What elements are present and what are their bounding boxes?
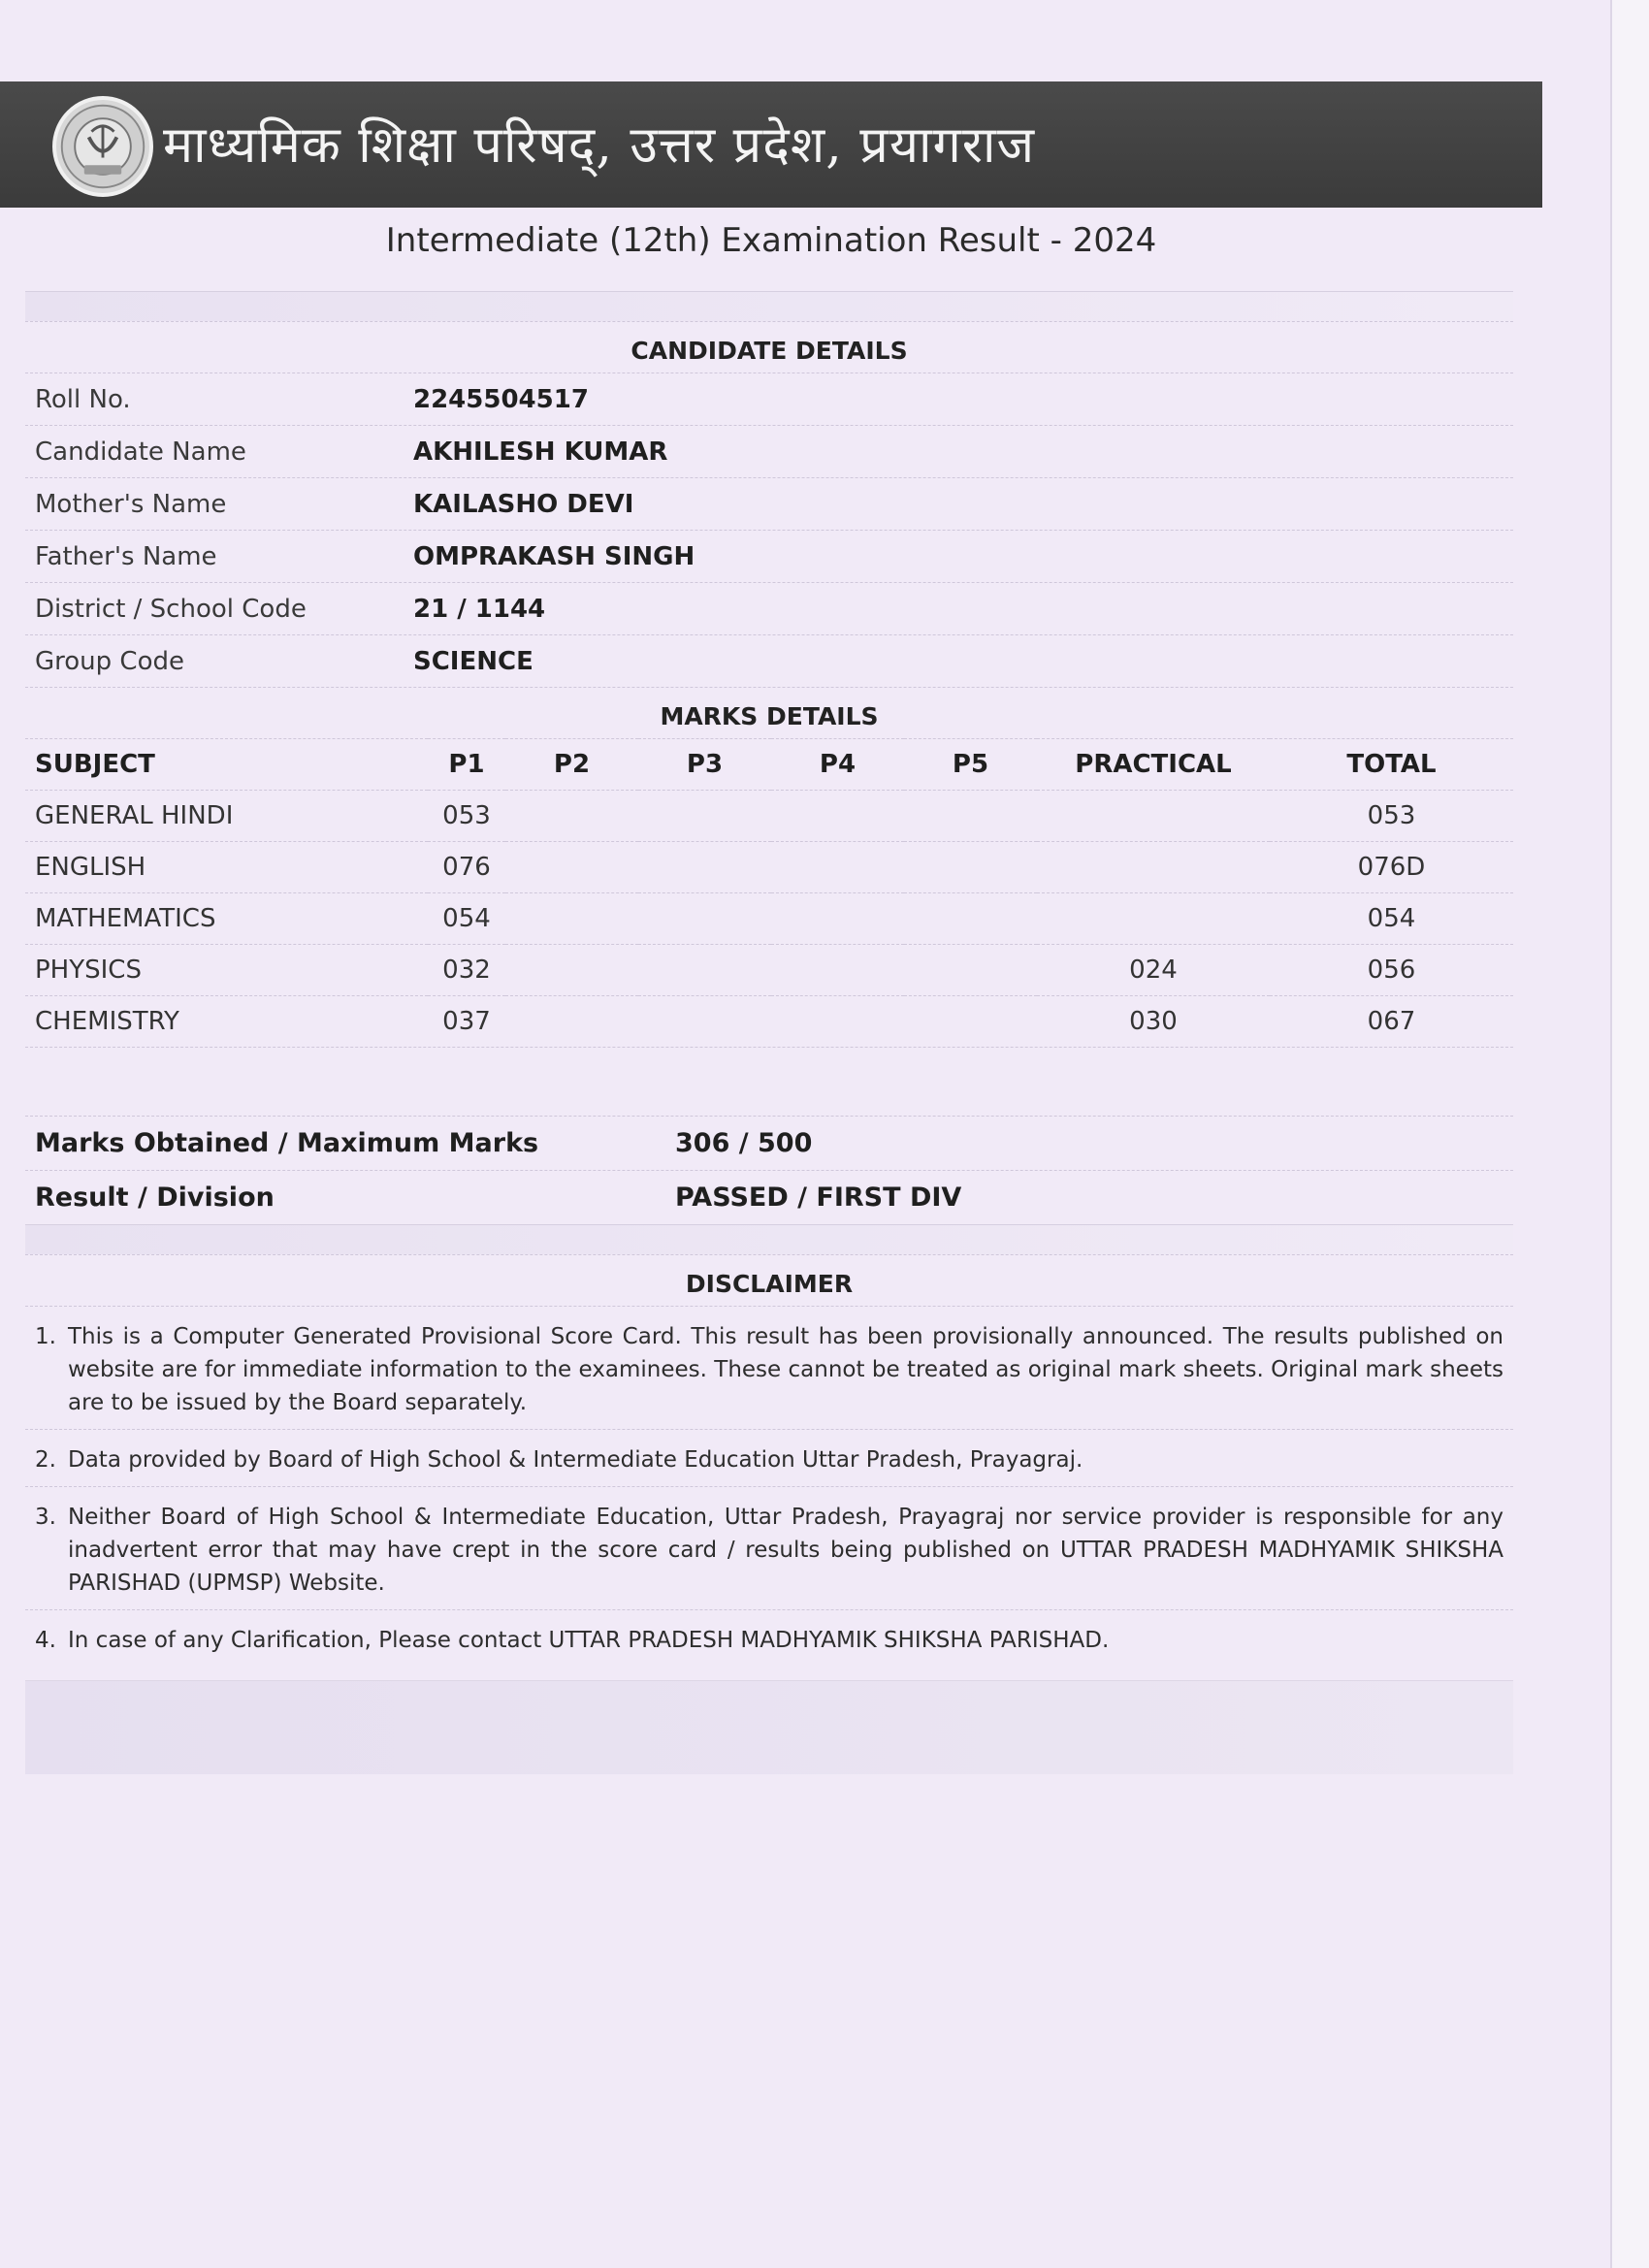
marks-section-title: MARKS DETAILS xyxy=(25,687,1513,738)
p4-cell xyxy=(771,791,904,842)
detail-value: KAILASHO DEVI xyxy=(413,489,634,519)
detail-value: AKHILESH KUMAR xyxy=(413,437,668,467)
item-number: 4. xyxy=(35,1628,56,1653)
marks-header-row xyxy=(25,739,1513,791)
exam-title: Intermediate (12th) Examination Result - 2024 xyxy=(385,221,1157,260)
p4-cell xyxy=(771,945,904,996)
p5-cell xyxy=(904,945,1037,996)
detail-value: 2245504517 xyxy=(413,384,589,414)
result-summary-row xyxy=(25,1170,1513,1224)
detail-label: Father's Name xyxy=(35,541,217,571)
subject-cell: PHYSICS xyxy=(25,945,428,996)
item-text: Neither Board of High School & Intermediate Education, Uttar Pradesh, Prayagraj nor service provider is responsible for any inadvertent error that may have crept in the score card / results being published on UTTAR PRADESH MADHYAMIK SHIKSHA PARISHAD (UPMSP) Website. xyxy=(68,1505,1504,1596)
detail-label: Group Code xyxy=(35,646,184,676)
detail-value: 21 / 1144 xyxy=(413,594,546,624)
practical-cell xyxy=(1037,791,1270,842)
p1-cell: 037 xyxy=(428,996,505,1048)
list-item xyxy=(25,1306,1513,1429)
p3-cell xyxy=(638,893,771,945)
column-header: SUBJECT xyxy=(25,739,428,791)
p4-cell xyxy=(771,893,904,945)
item-number: 1. xyxy=(35,1324,56,1349)
total-cell: 054 xyxy=(1270,893,1513,945)
detail-label: District / School Code xyxy=(35,594,307,624)
marks-obtained-value: 306 / 500 xyxy=(675,1128,813,1158)
marks-table xyxy=(25,738,1513,1047)
p2-cell xyxy=(505,945,638,996)
list-item xyxy=(25,1429,1513,1486)
p3-cell xyxy=(638,842,771,893)
subject-cell: ENGLISH xyxy=(25,842,428,893)
item-text: In case of any Clarification, Please contact UTTAR PRADESH MADHYAMIK SHIKSHA PARISHAD. xyxy=(68,1628,1110,1653)
total-cell: 067 xyxy=(1270,996,1513,1048)
total-cell: 056 xyxy=(1270,945,1513,996)
column-header: P4 xyxy=(771,739,904,791)
column-header: PRACTICAL xyxy=(1037,739,1270,791)
list-item xyxy=(25,1486,1513,1609)
detail-value: OMPRAKASH SINGH xyxy=(413,541,695,571)
p2-cell xyxy=(505,842,638,893)
disclaimer-list xyxy=(25,1306,1513,1667)
disclaimer-section-title: DISCLAIMER xyxy=(25,1254,1513,1306)
subject-cell: CHEMISTRY xyxy=(25,996,428,1048)
total-cell: 053 xyxy=(1270,791,1513,842)
p5-cell xyxy=(904,996,1037,1048)
footer-band xyxy=(25,1680,1513,1774)
divider-band xyxy=(25,1224,1513,1254)
practical-cell xyxy=(1037,842,1270,893)
candidate-details xyxy=(25,373,1513,687)
detail-row-district xyxy=(25,582,1513,634)
item-text: Data provided by Board of High School & Intermediate Education Uttar Pradesh, Prayagraj. xyxy=(68,1447,1083,1473)
detail-row-father xyxy=(25,530,1513,582)
subject-cell: GENERAL HINDI xyxy=(25,791,428,842)
table-row xyxy=(25,996,1513,1048)
p1-cell: 032 xyxy=(428,945,505,996)
table-row xyxy=(25,842,1513,893)
list-item xyxy=(25,1609,1513,1667)
item-text: This is a Computer Generated Provisional Score Card. This result has been provisionally announced. The results published on website are for immediate information to the examinees. These cannot be treated as original mark sheets. Original mark sheets are to be issued by the Board separately. xyxy=(68,1324,1504,1415)
p3-cell xyxy=(638,996,771,1048)
p3-cell xyxy=(638,945,771,996)
column-header: P3 xyxy=(638,739,771,791)
detail-label: Roll No. xyxy=(35,384,131,414)
total-cell: 076D xyxy=(1270,842,1513,893)
result-value: PASSED / FIRST DIV xyxy=(675,1183,962,1213)
column-header: P5 xyxy=(904,739,1037,791)
column-header: P1 xyxy=(428,739,505,791)
detail-row-roll xyxy=(25,373,1513,425)
practical-cell: 030 xyxy=(1037,996,1270,1048)
detail-row-name xyxy=(25,425,1513,477)
page-edge xyxy=(1610,0,1649,2268)
divider-band xyxy=(25,291,1513,321)
p1-cell: 054 xyxy=(428,893,505,945)
item-number: 2. xyxy=(35,1447,56,1473)
detail-label: Mother's Name xyxy=(35,489,227,519)
p4-cell xyxy=(771,996,904,1048)
column-header: P2 xyxy=(505,739,638,791)
practical-cell xyxy=(1037,893,1270,945)
p3-cell xyxy=(638,791,771,842)
p2-cell xyxy=(505,893,638,945)
p2-cell xyxy=(505,791,638,842)
marks-summary-row xyxy=(25,1116,1513,1170)
detail-row-group xyxy=(25,634,1513,687)
item-number: 3. xyxy=(35,1505,56,1530)
p1-cell: 076 xyxy=(428,842,505,893)
result-content xyxy=(25,291,1513,1774)
candidate-section-title: CANDIDATE DETAILS xyxy=(25,321,1513,373)
detail-label: Candidate Name xyxy=(35,437,246,467)
result-label: Result / Division xyxy=(35,1183,275,1213)
table-row xyxy=(25,945,1513,996)
p4-cell xyxy=(771,842,904,893)
subject-cell: MATHEMATICS xyxy=(25,893,428,945)
p2-cell xyxy=(505,996,638,1048)
spacer xyxy=(25,1047,1513,1116)
detail-row-mother xyxy=(25,477,1513,530)
p5-cell xyxy=(904,842,1037,893)
practical-cell: 024 xyxy=(1037,945,1270,996)
detail-value: SCIENCE xyxy=(413,646,534,676)
marks-obtained-label: Marks Obtained / Maximum Marks xyxy=(35,1128,539,1158)
table-row xyxy=(25,893,1513,945)
column-header: TOTAL xyxy=(1270,739,1513,791)
up-emblem-icon xyxy=(52,96,153,197)
p5-cell xyxy=(904,893,1037,945)
p1-cell: 053 xyxy=(428,791,505,842)
board-name: माध्यमिक शिक्षा परिषद्, उत्तर प्रदेश, प्रयागराज xyxy=(163,116,1036,175)
table-row xyxy=(25,791,1513,842)
p5-cell xyxy=(904,791,1037,842)
